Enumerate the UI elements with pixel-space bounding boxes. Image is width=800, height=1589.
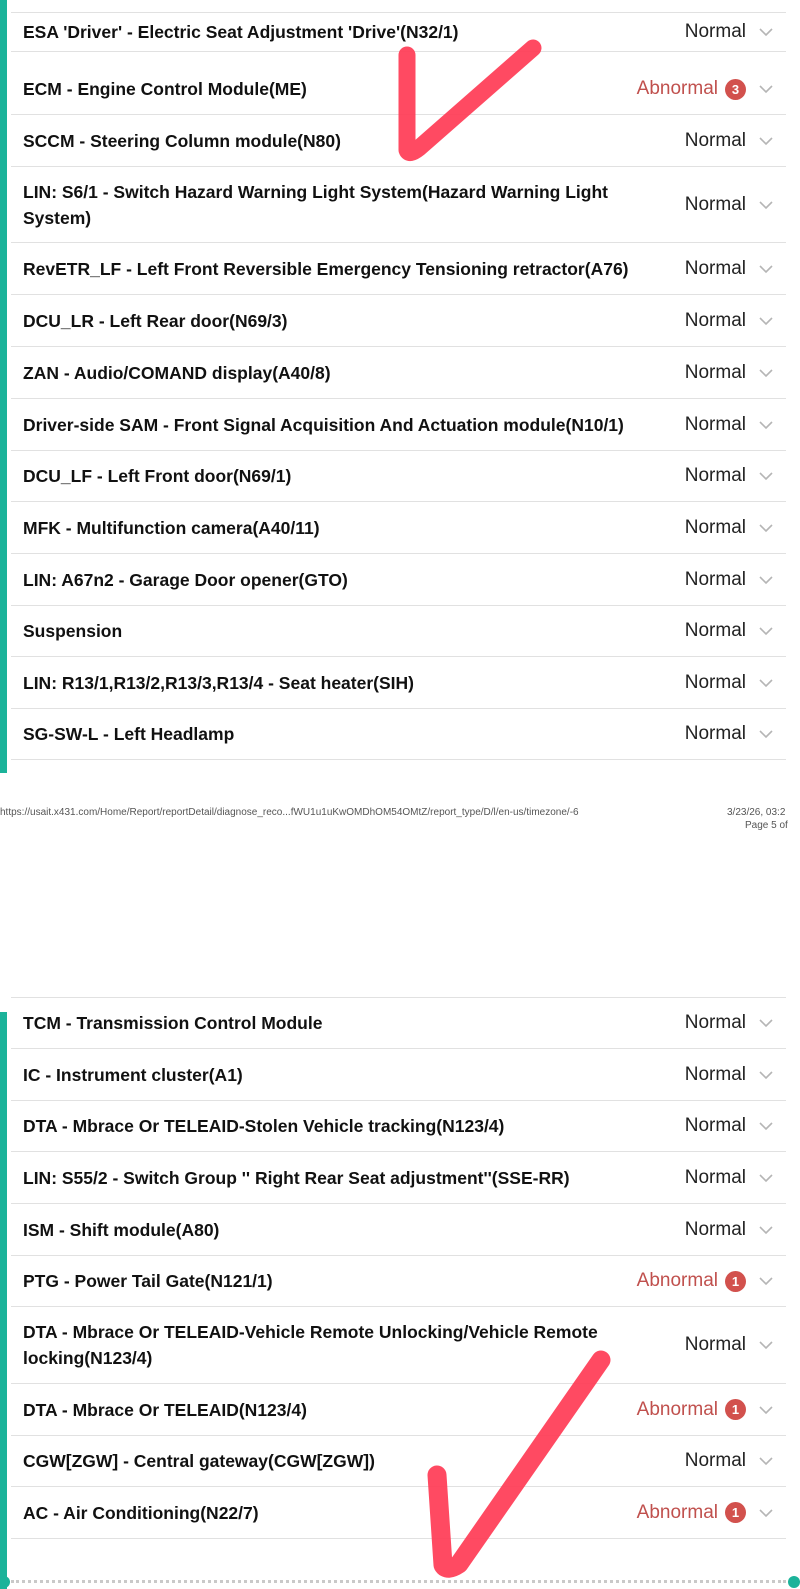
- module-name: Driver-side SAM - Front Signal Acquisition And Actuation module(N10/1): [23, 414, 624, 435]
- chevron-down-icon[interactable]: [758, 1275, 774, 1287]
- module-row[interactable]: [11, 12, 786, 52]
- status-label: Abnormal: [636, 1398, 718, 1420]
- module-name: LIN: A67n2 - Garage Door opener(GTO): [23, 569, 348, 590]
- module-status: [685, 1115, 746, 1137]
- chevron-down-icon[interactable]: [758, 26, 774, 38]
- chevron-down-icon[interactable]: [758, 1017, 774, 1029]
- status-label: Normal: [684, 193, 746, 215]
- module-name: ZAN - Audio/COMAND display(A40/8): [23, 362, 331, 383]
- status-label: Normal: [684, 361, 746, 383]
- footer-date: 3/23/26, 03:2: [727, 807, 786, 818]
- chevron-down-icon[interactable]: [758, 135, 774, 147]
- chevron-down-icon[interactable]: [758, 1339, 774, 1351]
- chevron-down-icon[interactable]: [758, 470, 774, 482]
- fault-count-badge: 1: [725, 1502, 746, 1523]
- chevron-down-icon[interactable]: [758, 1120, 774, 1132]
- module-row[interactable]: [11, 115, 786, 167]
- module-name: PTG - Power Tail Gate(N121/1): [23, 1271, 273, 1291]
- module-status: [685, 723, 746, 745]
- module-name: DTA - Mbrace Or TELEAID-Stolen Vehicle tracking(N123/4): [23, 1116, 505, 1136]
- status-label: Normal: [684, 671, 746, 693]
- status-label: Normal: [684, 1063, 746, 1085]
- status-label: Normal: [684, 1012, 746, 1033]
- module-row[interactable]: [11, 347, 786, 399]
- module-name: LIN: R13/1,R13/2,R13/3,R13/4 - Seat heater(SIH): [23, 672, 414, 693]
- module-row[interactable]: [11, 606, 786, 657]
- module-status: [685, 1167, 746, 1189]
- module-status: [685, 1450, 746, 1472]
- module-row[interactable]: [11, 554, 786, 606]
- module-status: [685, 569, 746, 591]
- status-label: Normal: [684, 620, 746, 641]
- chevron-down-icon[interactable]: [758, 1507, 774, 1519]
- chevron-down-icon[interactable]: [758, 1224, 774, 1236]
- status-label: Normal: [684, 309, 746, 331]
- module-name: LIN: S6/1 - Switch Hazard Warning Light System(Hazard Warning Light System): [23, 181, 608, 228]
- module-row[interactable]: [11, 167, 786, 243]
- module-status: [685, 465, 746, 487]
- module-row[interactable]: [11, 502, 786, 554]
- module-status: [685, 1334, 746, 1356]
- module-name: DTA - Mbrace Or TELEAID(N123/4): [23, 1399, 307, 1420]
- module-name: DTA - Mbrace Or TELEAID-Vehicle Remote Unlocking/Vehicle Remote locking(N123/4): [23, 1322, 598, 1368]
- status-label: Abnormal: [636, 1501, 718, 1523]
- module-row[interactable]: [11, 1049, 786, 1101]
- status-label: Normal: [684, 568, 746, 590]
- module-name: DCU_LR - Left Rear door(N69/3): [23, 310, 288, 331]
- module-status: [685, 362, 746, 384]
- module-name: DCU_LF - Left Front door(N69/1): [23, 466, 292, 486]
- status-label: Abnormal: [636, 1270, 718, 1291]
- module-row[interactable]: [11, 1307, 786, 1384]
- module-name: ECM - Engine Control Module(ME): [23, 79, 307, 99]
- chevron-down-icon[interactable]: [758, 728, 774, 740]
- status-label: Normal: [684, 465, 746, 486]
- scroll-handle-right[interactable]: [788, 1576, 800, 1588]
- status-label: Normal: [684, 723, 746, 744]
- module-name: Suspension: [23, 621, 123, 641]
- status-label: Normal: [684, 413, 746, 435]
- module-status: [637, 78, 746, 100]
- module-name: SCCM - Steering Column module(N80): [23, 130, 341, 151]
- module-row[interactable]: [11, 1256, 786, 1307]
- module-status: [685, 620, 746, 642]
- chevron-down-icon[interactable]: [758, 1455, 774, 1467]
- module-name: ISM - Shift module(A80): [23, 1219, 220, 1240]
- chevron-down-icon[interactable]: [758, 574, 774, 586]
- module-name: MFK - Multifunction camera(A40/11): [23, 517, 320, 538]
- module-status: [685, 310, 746, 332]
- module-name: TCM - Transmission Control Module: [23, 1013, 323, 1033]
- module-status: [685, 21, 746, 43]
- chevron-down-icon[interactable]: [758, 1404, 774, 1416]
- module-status: [685, 1064, 746, 1086]
- module-status: [637, 1502, 746, 1524]
- chevron-down-icon[interactable]: [758, 677, 774, 689]
- module-status: [685, 194, 746, 216]
- module-row[interactable]: [11, 709, 786, 760]
- status-label: Abnormal: [636, 78, 718, 99]
- chevron-down-icon[interactable]: [758, 625, 774, 637]
- chevron-down-icon[interactable]: [758, 1069, 774, 1081]
- chevron-down-icon[interactable]: [758, 263, 774, 275]
- module-status: [637, 1399, 746, 1421]
- module-row[interactable]: [11, 64, 786, 115]
- fault-count-badge: 3: [725, 79, 746, 100]
- fault-count-badge: 1: [725, 1399, 746, 1420]
- status-label: Normal: [684, 1218, 746, 1240]
- module-name: AC - Air Conditioning(N22/7): [23, 1502, 259, 1523]
- module-row[interactable]: [11, 399, 786, 451]
- chevron-down-icon[interactable]: [758, 367, 774, 379]
- footer-url: https://usait.x431.com/Home/Report/reportDetail/diagnose_reco...fWU1u1uKwOMDhOM54OMtZ/report_type/D/l/en-us/timezone/-6: [0, 807, 579, 818]
- module-row[interactable]: [11, 295, 786, 347]
- module-name: CGW[ZGW] - Central gateway(CGW[ZGW]): [23, 1451, 375, 1471]
- module-status: [685, 1012, 746, 1034]
- status-label: Normal: [684, 1334, 746, 1355]
- chevron-down-icon[interactable]: [758, 522, 774, 534]
- module-row[interactable]: [11, 1384, 786, 1436]
- status-label: Normal: [684, 257, 746, 279]
- module-row[interactable]: [11, 657, 786, 709]
- chevron-down-icon[interactable]: [758, 419, 774, 431]
- footer-page: Page 5 of: [745, 820, 788, 831]
- module-name: SG-SW-L - Left Headlamp: [23, 724, 235, 744]
- module-status: [685, 517, 746, 539]
- module-row[interactable]: [11, 1152, 786, 1204]
- dotted-divider: [11, 1580, 786, 1583]
- chevron-down-icon[interactable]: [758, 199, 774, 211]
- module-row[interactable]: [11, 1101, 786, 1152]
- fault-count-badge: 1: [725, 1271, 746, 1292]
- module-name: RevETR_LF - Left Front Reversible Emergency Tensioning retractor(A76): [23, 258, 629, 279]
- chevron-down-icon[interactable]: [758, 1172, 774, 1184]
- status-label: Normal: [684, 1450, 746, 1471]
- module-name: ESA 'Driver' - Electric Seat Adjustment 'Drive'(N32/1): [23, 22, 459, 42]
- status-label: Normal: [684, 129, 746, 151]
- module-row[interactable]: [11, 997, 786, 1049]
- module-status: [685, 414, 746, 436]
- module-name: LIN: S55/2 - Switch Group '' Right Rear Seat adjustment''(SSE-RR): [23, 1167, 570, 1188]
- module-row[interactable]: [11, 451, 786, 502]
- module-row[interactable]: [11, 1436, 786, 1487]
- module-name: IC - Instrument cluster(A1): [23, 1064, 243, 1085]
- module-row[interactable]: [11, 1487, 786, 1539]
- status-label: Normal: [684, 1115, 746, 1136]
- module-status: [637, 1270, 746, 1292]
- chevron-down-icon[interactable]: [758, 83, 774, 95]
- module-status: [685, 258, 746, 280]
- module-status: [685, 130, 746, 152]
- module-row[interactable]: [11, 1204, 786, 1256]
- status-label: Normal: [684, 516, 746, 538]
- module-status: [685, 1219, 746, 1241]
- module-row[interactable]: [11, 243, 786, 295]
- chevron-down-icon[interactable]: [758, 315, 774, 327]
- status-label: Normal: [684, 21, 746, 42]
- module-status: [685, 672, 746, 694]
- status-label: Normal: [684, 1166, 746, 1188]
